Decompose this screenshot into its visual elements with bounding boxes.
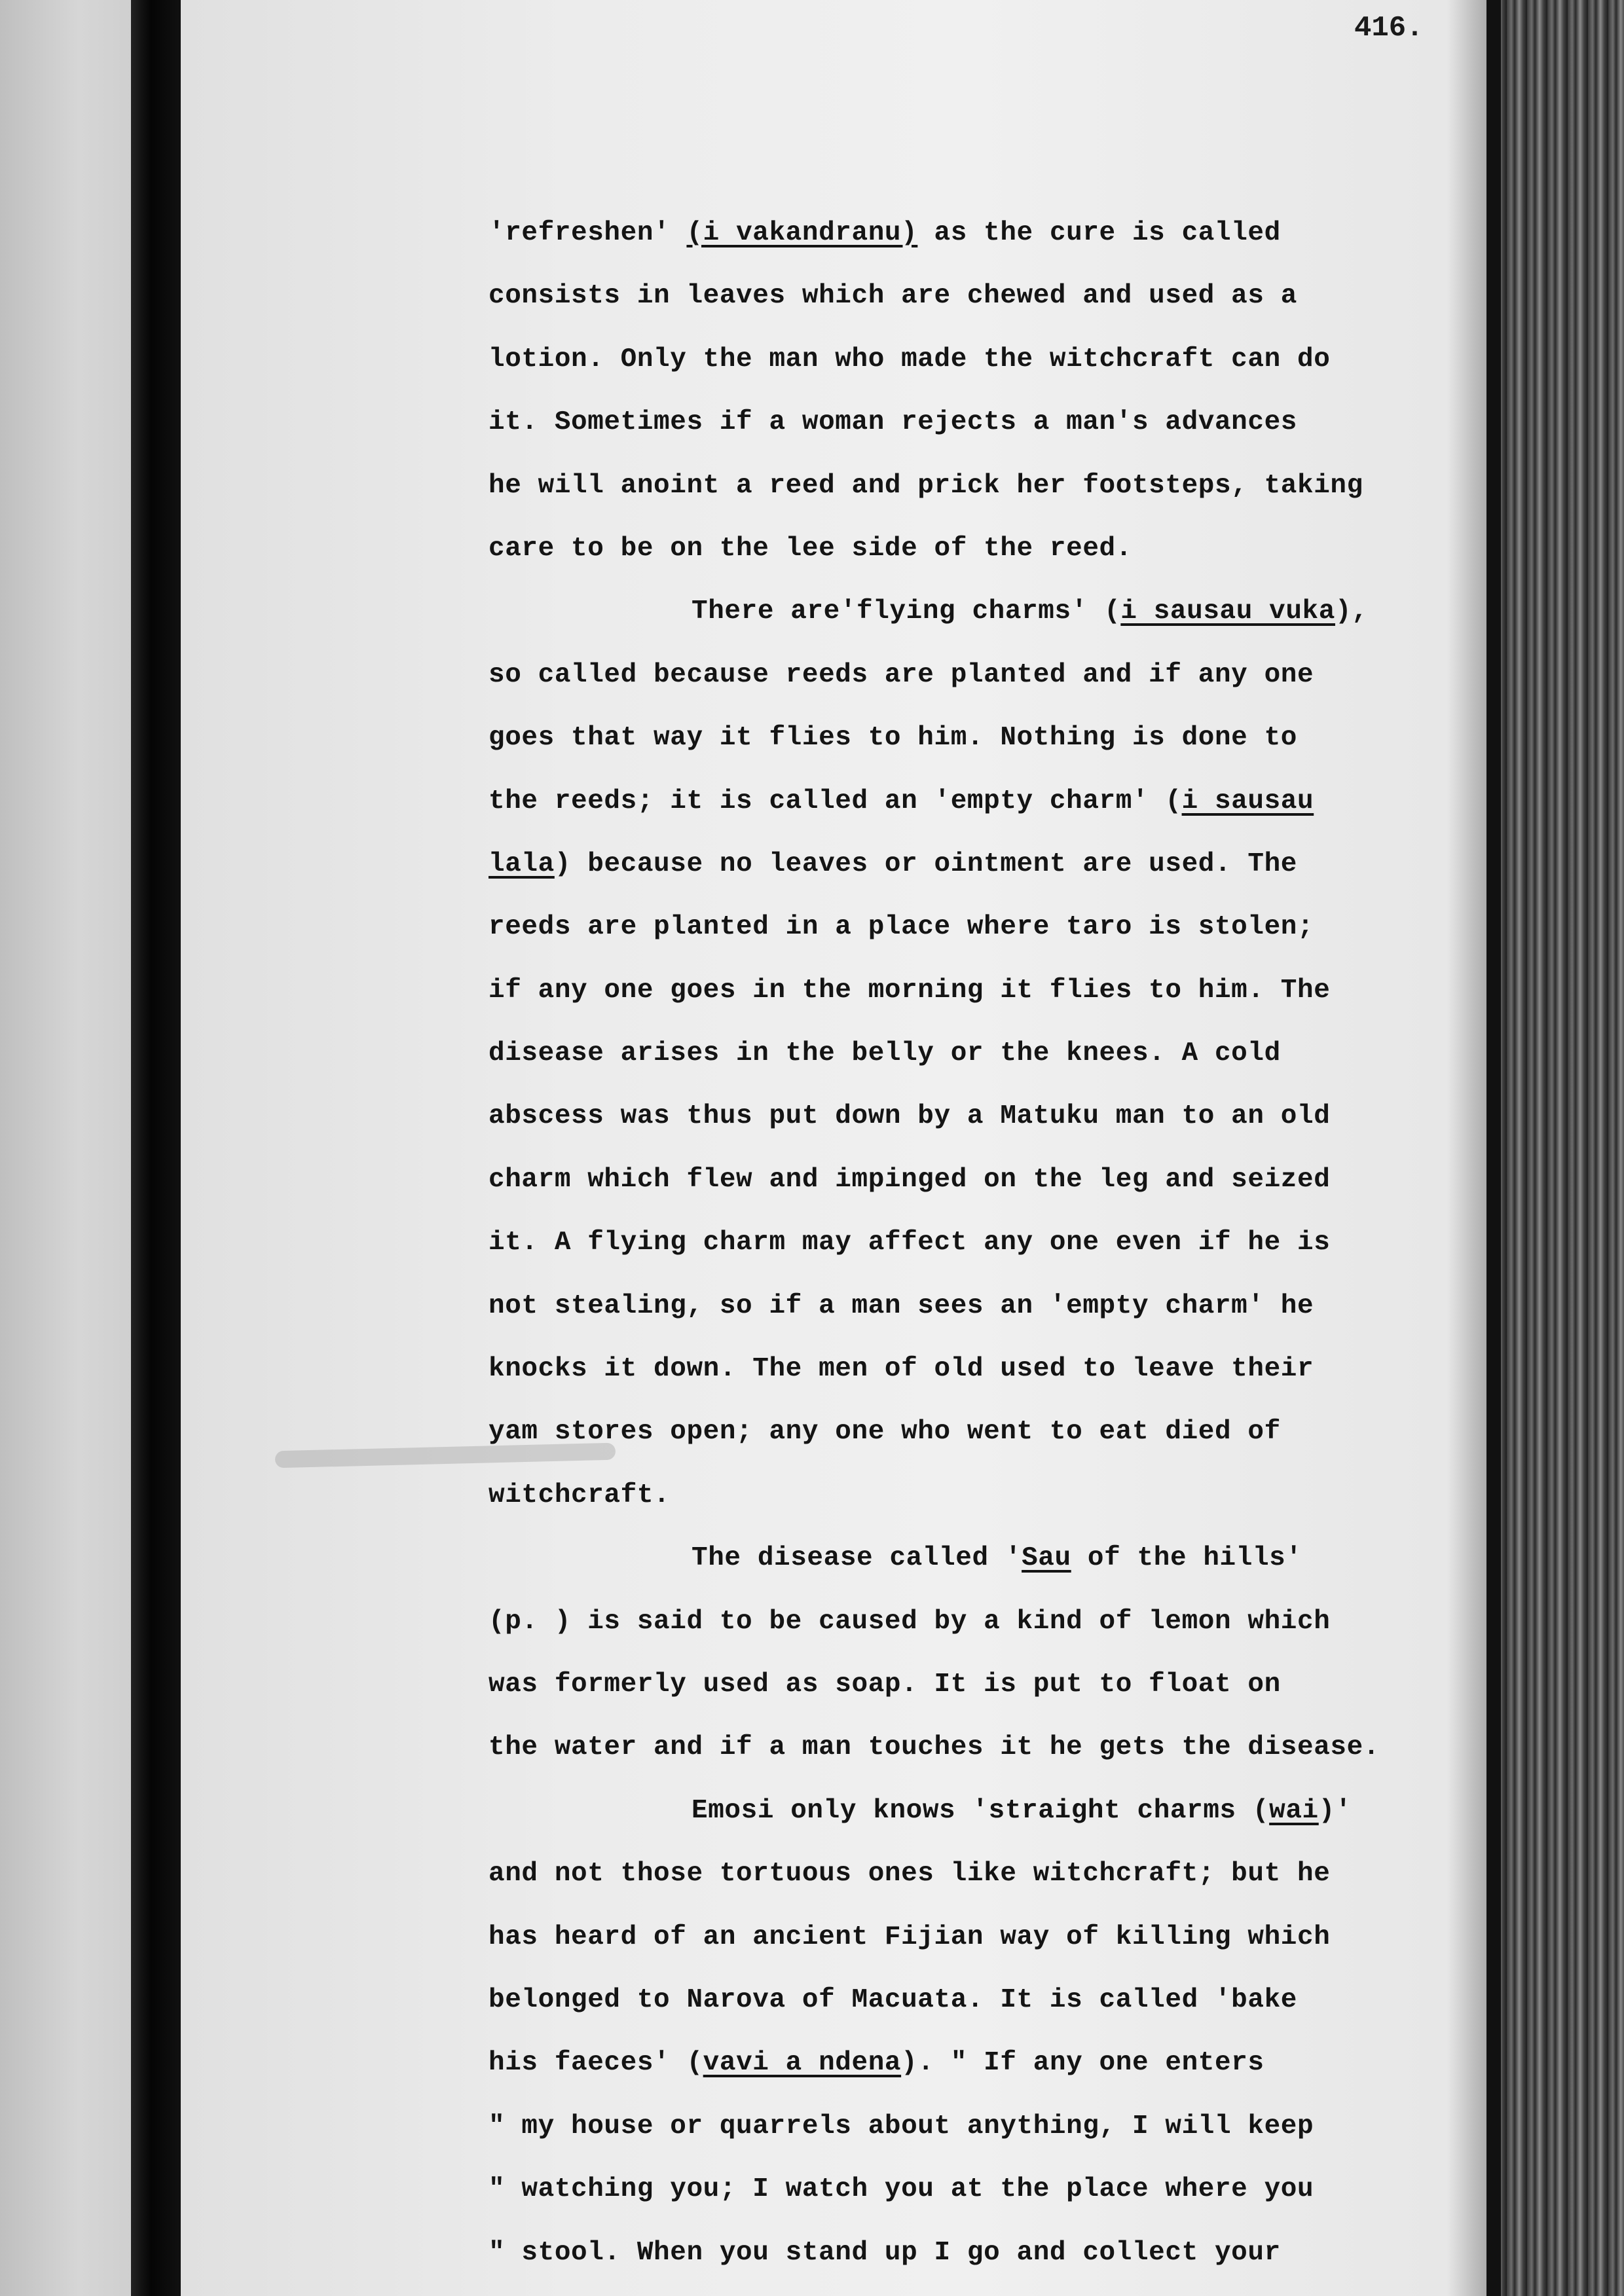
text-line — [489, 2158, 1471, 2221]
text-run: it. A flying charm may affect any one even if he is — [489, 1228, 1331, 1258]
text-run: not stealing, so if a man sees an 'empty charm' he — [489, 1290, 1314, 1321]
text-line — [489, 770, 1471, 833]
text-line — [489, 517, 1471, 580]
text-line — [489, 1275, 1471, 1338]
text-line — [489, 1969, 1471, 2032]
text-run: (p. ) is said to be caused by a kind of lemon which — [489, 1606, 1331, 1637]
page-number: 416. — [1354, 12, 1424, 45]
text-line — [489, 2095, 1471, 2158]
text-line — [489, 580, 1471, 643]
text-run: the reeds; it is called an 'empty charm' ( — [489, 786, 1182, 816]
left-margin — [0, 0, 131, 2296]
text-line — [489, 1779, 1471, 1842]
text-line — [489, 833, 1471, 896]
text-line — [489, 1906, 1471, 1969]
text-run: ). " If any one enters — [901, 2048, 1264, 2079]
text-run: " stool. When you stand up I go and collect your — [489, 2237, 1281, 2268]
text-run: so called because reeds are planted and if any one — [489, 659, 1314, 690]
page-edge-stack — [1486, 0, 1624, 2296]
text-run: charm which flew and impinged on the leg and seized — [489, 1164, 1331, 1195]
text-run: knocks it down. The men of old used to leave their — [489, 1354, 1314, 1385]
text-line — [489, 706, 1471, 769]
text-line — [489, 1464, 1471, 1527]
text-run: )' — [1318, 1795, 1352, 1826]
text-run: disease arises in the belly or the knees. A cold — [489, 1038, 1281, 1069]
text-run: yam stores open; any one who went to eat died of — [489, 1417, 1281, 1448]
text-run: " watching you; I watch you at the place where you — [489, 2174, 1314, 2205]
text-line — [489, 1842, 1471, 1905]
text-run: goes that way it flies to him. Nothing is done to — [489, 723, 1297, 754]
text-line — [489, 1338, 1471, 1400]
text-run: " my house or quarrels about anything, I will keep — [489, 2111, 1314, 2141]
text-run: 'refreshen' — [489, 218, 687, 248]
page-edge-gutter — [1486, 0, 1501, 2296]
text-line — [489, 959, 1471, 1022]
text-line — [489, 1211, 1471, 1274]
text-run: of the hills' — [1071, 1543, 1302, 1574]
text-line — [489, 1400, 1471, 1463]
text-run: it. Sometimes if a woman rejects a man's advances — [489, 407, 1297, 438]
text-run: abscess was thus put down by a Matuku man to an old — [489, 1101, 1331, 1132]
underlined-term: lala — [489, 848, 555, 879]
text-run: lotion. Only the man who made the witchcraft can do — [489, 344, 1331, 374]
text-run: witchcraft. — [489, 1480, 671, 1510]
text-run: his faeces' ( — [489, 2048, 703, 2079]
text-run: There are'flying charms' ( — [692, 596, 1121, 627]
underlined-term: i sausau — [1181, 786, 1314, 816]
typed-text-block — [489, 202, 1471, 2284]
text-line — [489, 1085, 1471, 1148]
text-run: and not those tortuous ones like witchcraft; but he — [489, 1859, 1331, 1889]
underlined-term: i sausau vuka — [1120, 596, 1335, 627]
text-line — [489, 896, 1471, 958]
text-run: he will anoint a reed and prick her footsteps, taking — [489, 470, 1363, 501]
text-run: belonged to Narova of Macuata. It is called 'bake — [489, 1984, 1297, 2015]
text-line — [489, 328, 1471, 391]
text-line — [489, 1148, 1471, 1211]
text-line — [489, 1590, 1471, 1653]
text-run: The disease called ' — [692, 1543, 1022, 1574]
text-line — [489, 264, 1471, 327]
binding-shadow — [131, 0, 181, 2296]
text-line — [489, 1716, 1471, 1779]
text-run: if any one goes in the morning it flies to him. The — [489, 975, 1331, 1006]
underlined-term: wai — [1269, 1795, 1319, 1826]
text-run: has heard of an ancient Fijian way of killing which — [489, 1922, 1331, 1952]
underlined-term: (i vakandranu) — [686, 218, 918, 248]
text-run: the water and if a man touches it he gets the disease. — [489, 1732, 1380, 1763]
text-run: was formerly used as soap. It is put to float on — [489, 1669, 1281, 1700]
text-run: Emosi only knows 'straight charms ( — [692, 1795, 1270, 1826]
text-line — [489, 391, 1471, 454]
text-line — [489, 454, 1471, 517]
text-line — [489, 202, 1471, 264]
text-line — [489, 1527, 1471, 1590]
text-run: consists in leaves which are chewed and used as a — [489, 281, 1297, 312]
text-line — [489, 644, 1471, 706]
text-run: as the cure is called — [917, 218, 1281, 248]
text-line — [489, 2221, 1471, 2284]
text-run: ), — [1335, 596, 1369, 627]
text-line — [489, 1653, 1471, 1716]
underlined-term: Sau — [1022, 1543, 1071, 1574]
text-line — [489, 2032, 1471, 2094]
text-run: reeds are planted in a place where taro is stolen; — [489, 912, 1314, 943]
text-run: ) because no leaves or ointment are used. The — [554, 848, 1298, 879]
text-line — [489, 1022, 1471, 1085]
underlined-term: vavi a ndena — [703, 2048, 902, 2079]
text-run: care to be on the lee side of the reed. — [489, 533, 1132, 564]
